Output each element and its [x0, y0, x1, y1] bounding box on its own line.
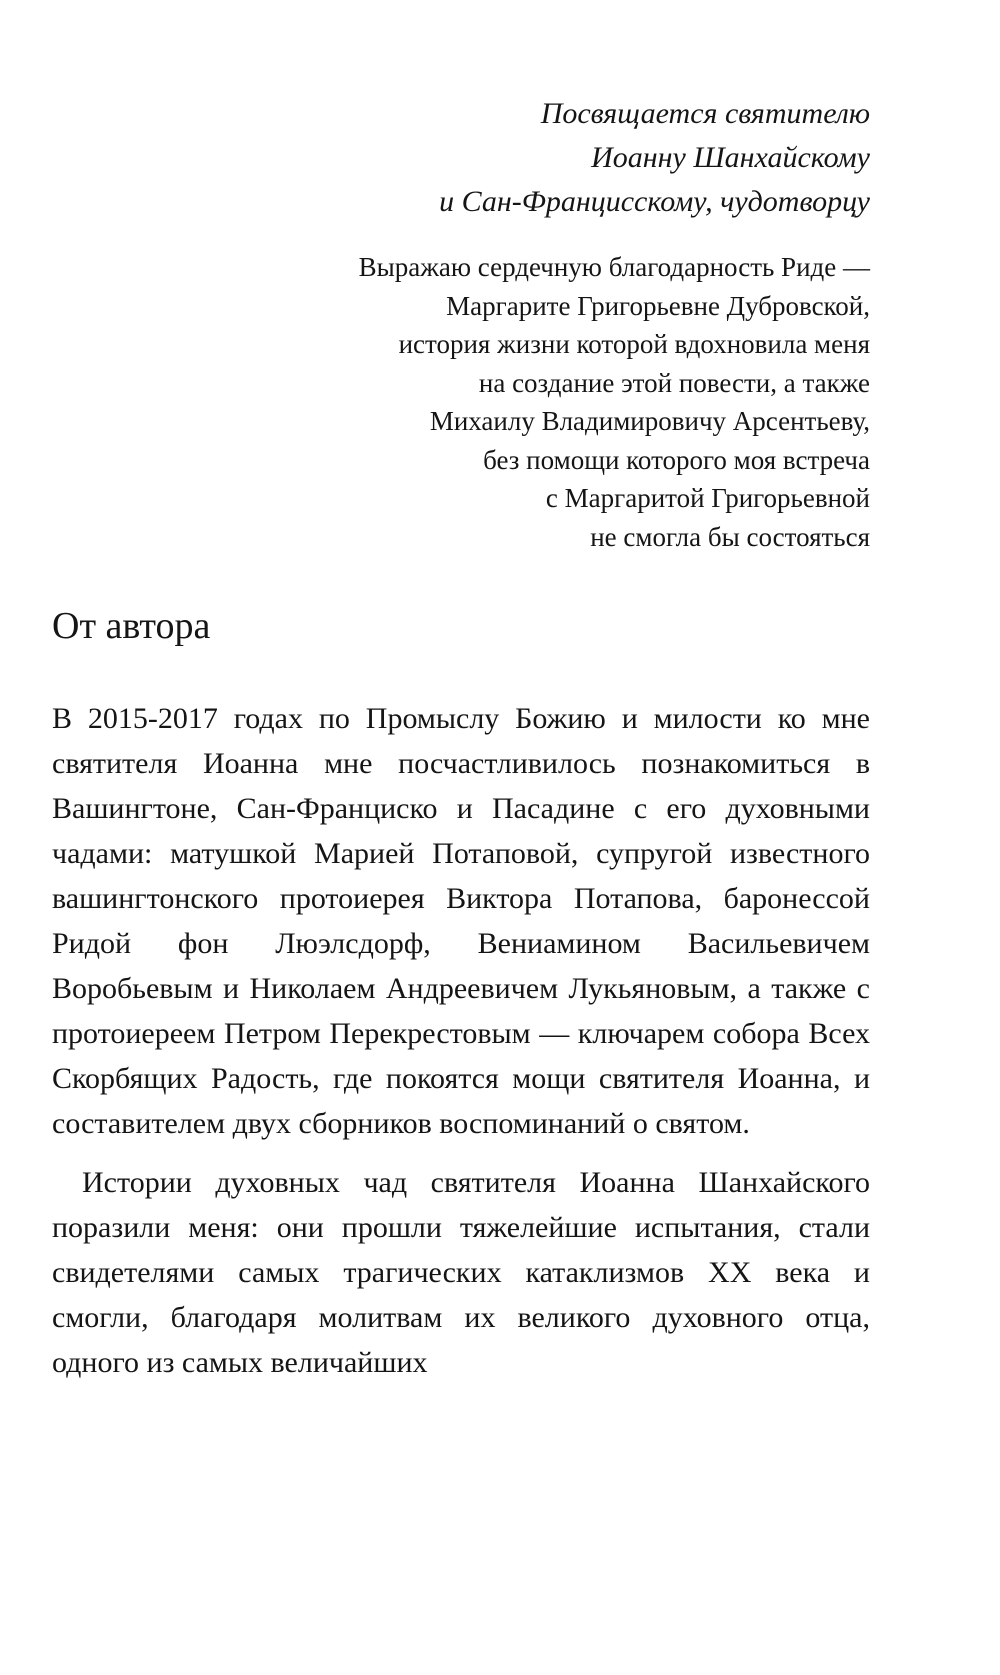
acknowledgement-line: Маргарите Григорьевне Дубровской, — [446, 290, 870, 321]
section-title: От автора — [52, 605, 211, 647]
acknowledgement-line: на создание этой повести, а также — [478, 367, 870, 398]
acknowledgement-line: не смогла бы состояться — [590, 521, 870, 552]
acknowledgement — [52, 248, 870, 556]
book-page — [52, 92, 870, 1385]
acknowledgement-line: история жизни которой вдохновила меня — [398, 329, 870, 359]
dedication-line: Иоанну Шанхайскому — [591, 141, 870, 174]
dedication — [52, 92, 870, 224]
acknowledgement-line: без помощи которого моя встреча — [483, 444, 870, 475]
body-text — [52, 696, 870, 1385]
paragraph: В 2015-2017 годах по Промыслу Божию и милости ко мне святителя Иоанна мне посчастливилось познакомиться в Вашингтоне, Сан-Франциско и Пасадине с его духовными чадами: матушкой Марией Потаповой, супругой известного вашингтонского протоиерея Виктора Потапова, баронессой Ридой фон Люэлсдорф, Вениамином Васильевичем Воробьевым и Николаем Андреевичем Лукьяновым, а также с протоиереем Петром Перекрестовым — ключарем собора Всех Скорбящих Радость, где покоятся мощи святителя Иоанна, и составителем двух сборников воспоминаний о святом. — [52, 701, 870, 1140]
paragraph: Истории духовных чад святителя Иоанна Шанхайского поразили меня: они прошли тяжелейшие испытания, стали свидетелями самых трагических катаклизмов XX века и смогли, благодаря молитвам их великого духовного отца, одного из самых величайших — [52, 1165, 870, 1379]
acknowledgement-line: с Маргаритой Григорьевной — [545, 483, 870, 513]
dedication-line: Посвящается святителю — [540, 97, 870, 130]
acknowledgement-line: Выражаю сердечную благодарность Риде — — [358, 252, 870, 282]
acknowledgement-line: Михаилу Владимировичу Арсентьеву, — [429, 406, 870, 436]
dedication-line: и Сан-Францисскому, чудотворцу — [439, 185, 870, 218]
